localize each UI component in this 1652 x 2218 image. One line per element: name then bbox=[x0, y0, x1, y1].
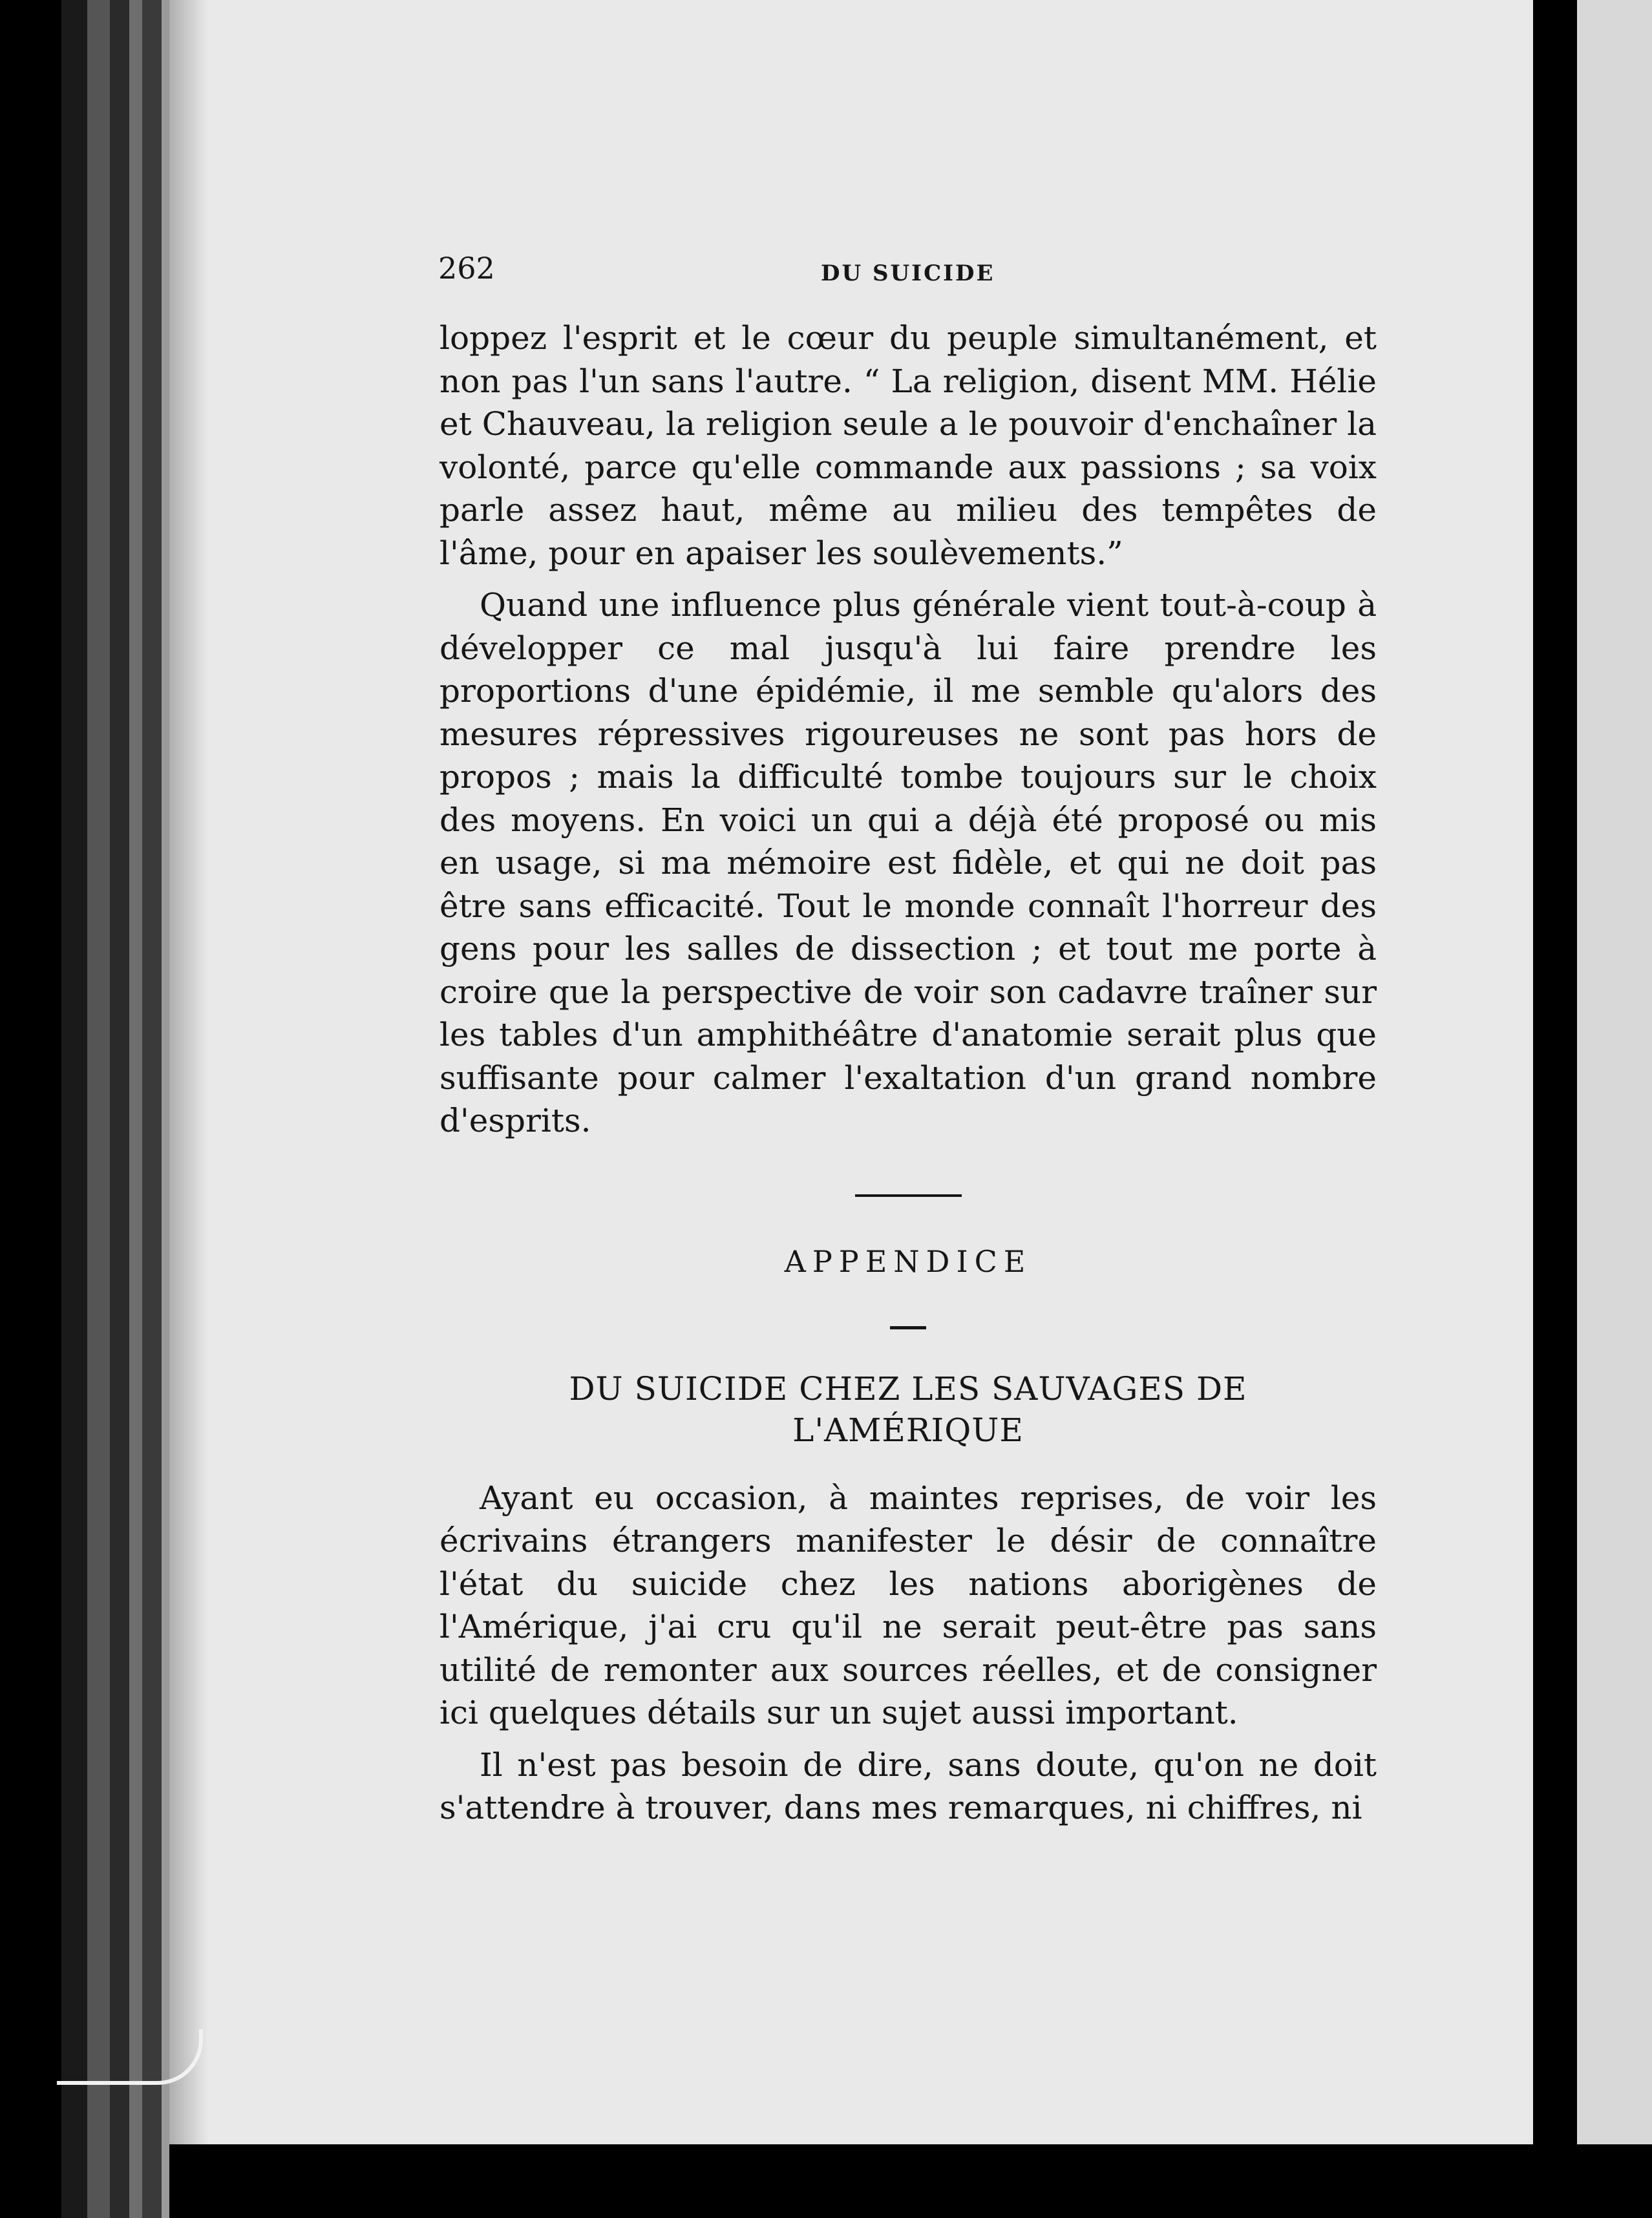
page-edge bbox=[162, 0, 169, 2218]
binding-strip bbox=[1533, 0, 1572, 2218]
page-gutter-shadow bbox=[169, 0, 208, 2144]
page-edge bbox=[142, 0, 162, 2218]
body-paragraph: loppez l'esprit et le cœur du peuple simultanément, et non pas l'un sans l'autre. “ La religion, disent MM. Hélie et Chauveau, la religion seule a le pouvoir d'enchaîner la volonté, parce qu'elle commande aux passions ; sa voix parle assez haut, même au milieu des tempêtes de l'âme, pour en apaiser les soulèvements.” bbox=[439, 319, 1377, 572]
chapter-title-line-1: DU SUICIDE CHEZ LES SAUVAGES DE bbox=[569, 1369, 1247, 1408]
page-edge bbox=[110, 0, 129, 2218]
running-head: DU SUICIDE bbox=[821, 260, 995, 286]
page-edge bbox=[129, 0, 142, 2218]
heading-divider bbox=[890, 1326, 926, 1329]
page-edge bbox=[61, 0, 87, 2218]
chapter-title bbox=[439, 1368, 1377, 1451]
facing-page-edge bbox=[1577, 0, 1652, 2144]
scanner-page-hook bbox=[57, 2029, 203, 2085]
appendix-heading: APPENDICE bbox=[784, 1243, 1032, 1279]
page-number: 262 bbox=[438, 251, 495, 286]
page-edge bbox=[87, 0, 110, 2218]
appendix-paragraph: Il n'est pas besoin de dire, sans doute, qu'on ne doit s'attendre à trouver, dans mes remarques, ni chiffres, ni bbox=[439, 1746, 1377, 1826]
section-divider bbox=[855, 1194, 962, 1197]
chapter-title-line-2: L'AMÉRIQUE bbox=[792, 1411, 1024, 1449]
body-paragraph: Quand une influence plus générale vient tout-à-coup à développer ce mal jusqu'à lui faire prendre les proportions d'une épidémie, il me semble qu'alors des mesures répressives rigoureuses ne sont pas hors de propos ; mais la difficulté tombe toujours sur le choix des moyens. En voici un qui a déjà été proposé ou mis en usage, si ma mémoire est fidèle, et qui ne doit pas être sans efficacité. Tout le monde connaît l'horreur des gens pour les salles de dissection ; et tout me porte à croire que la perspective de voir son cadavre traîner sur les tables d'un amphithéâtre d'anatomie serait plus que suffisante pour calmer l'exaltation d'un grand nombre d'esprits. bbox=[439, 586, 1377, 1139]
appendix-paragraph: Ayant eu occasion, à maintes reprises, de voir les écrivains étrangers manifester le désir de connaître l'état du suicide chez les nations aborigènes de l'Amérique, j'ai cru qu'il ne serait peut-être pas sans utilité de remonter aux sources réelles, et de consigner ici quelques détails sur un sujet aussi important. bbox=[439, 1479, 1377, 1731]
page-content bbox=[439, 239, 1377, 1830]
page-header bbox=[439, 239, 1377, 317]
